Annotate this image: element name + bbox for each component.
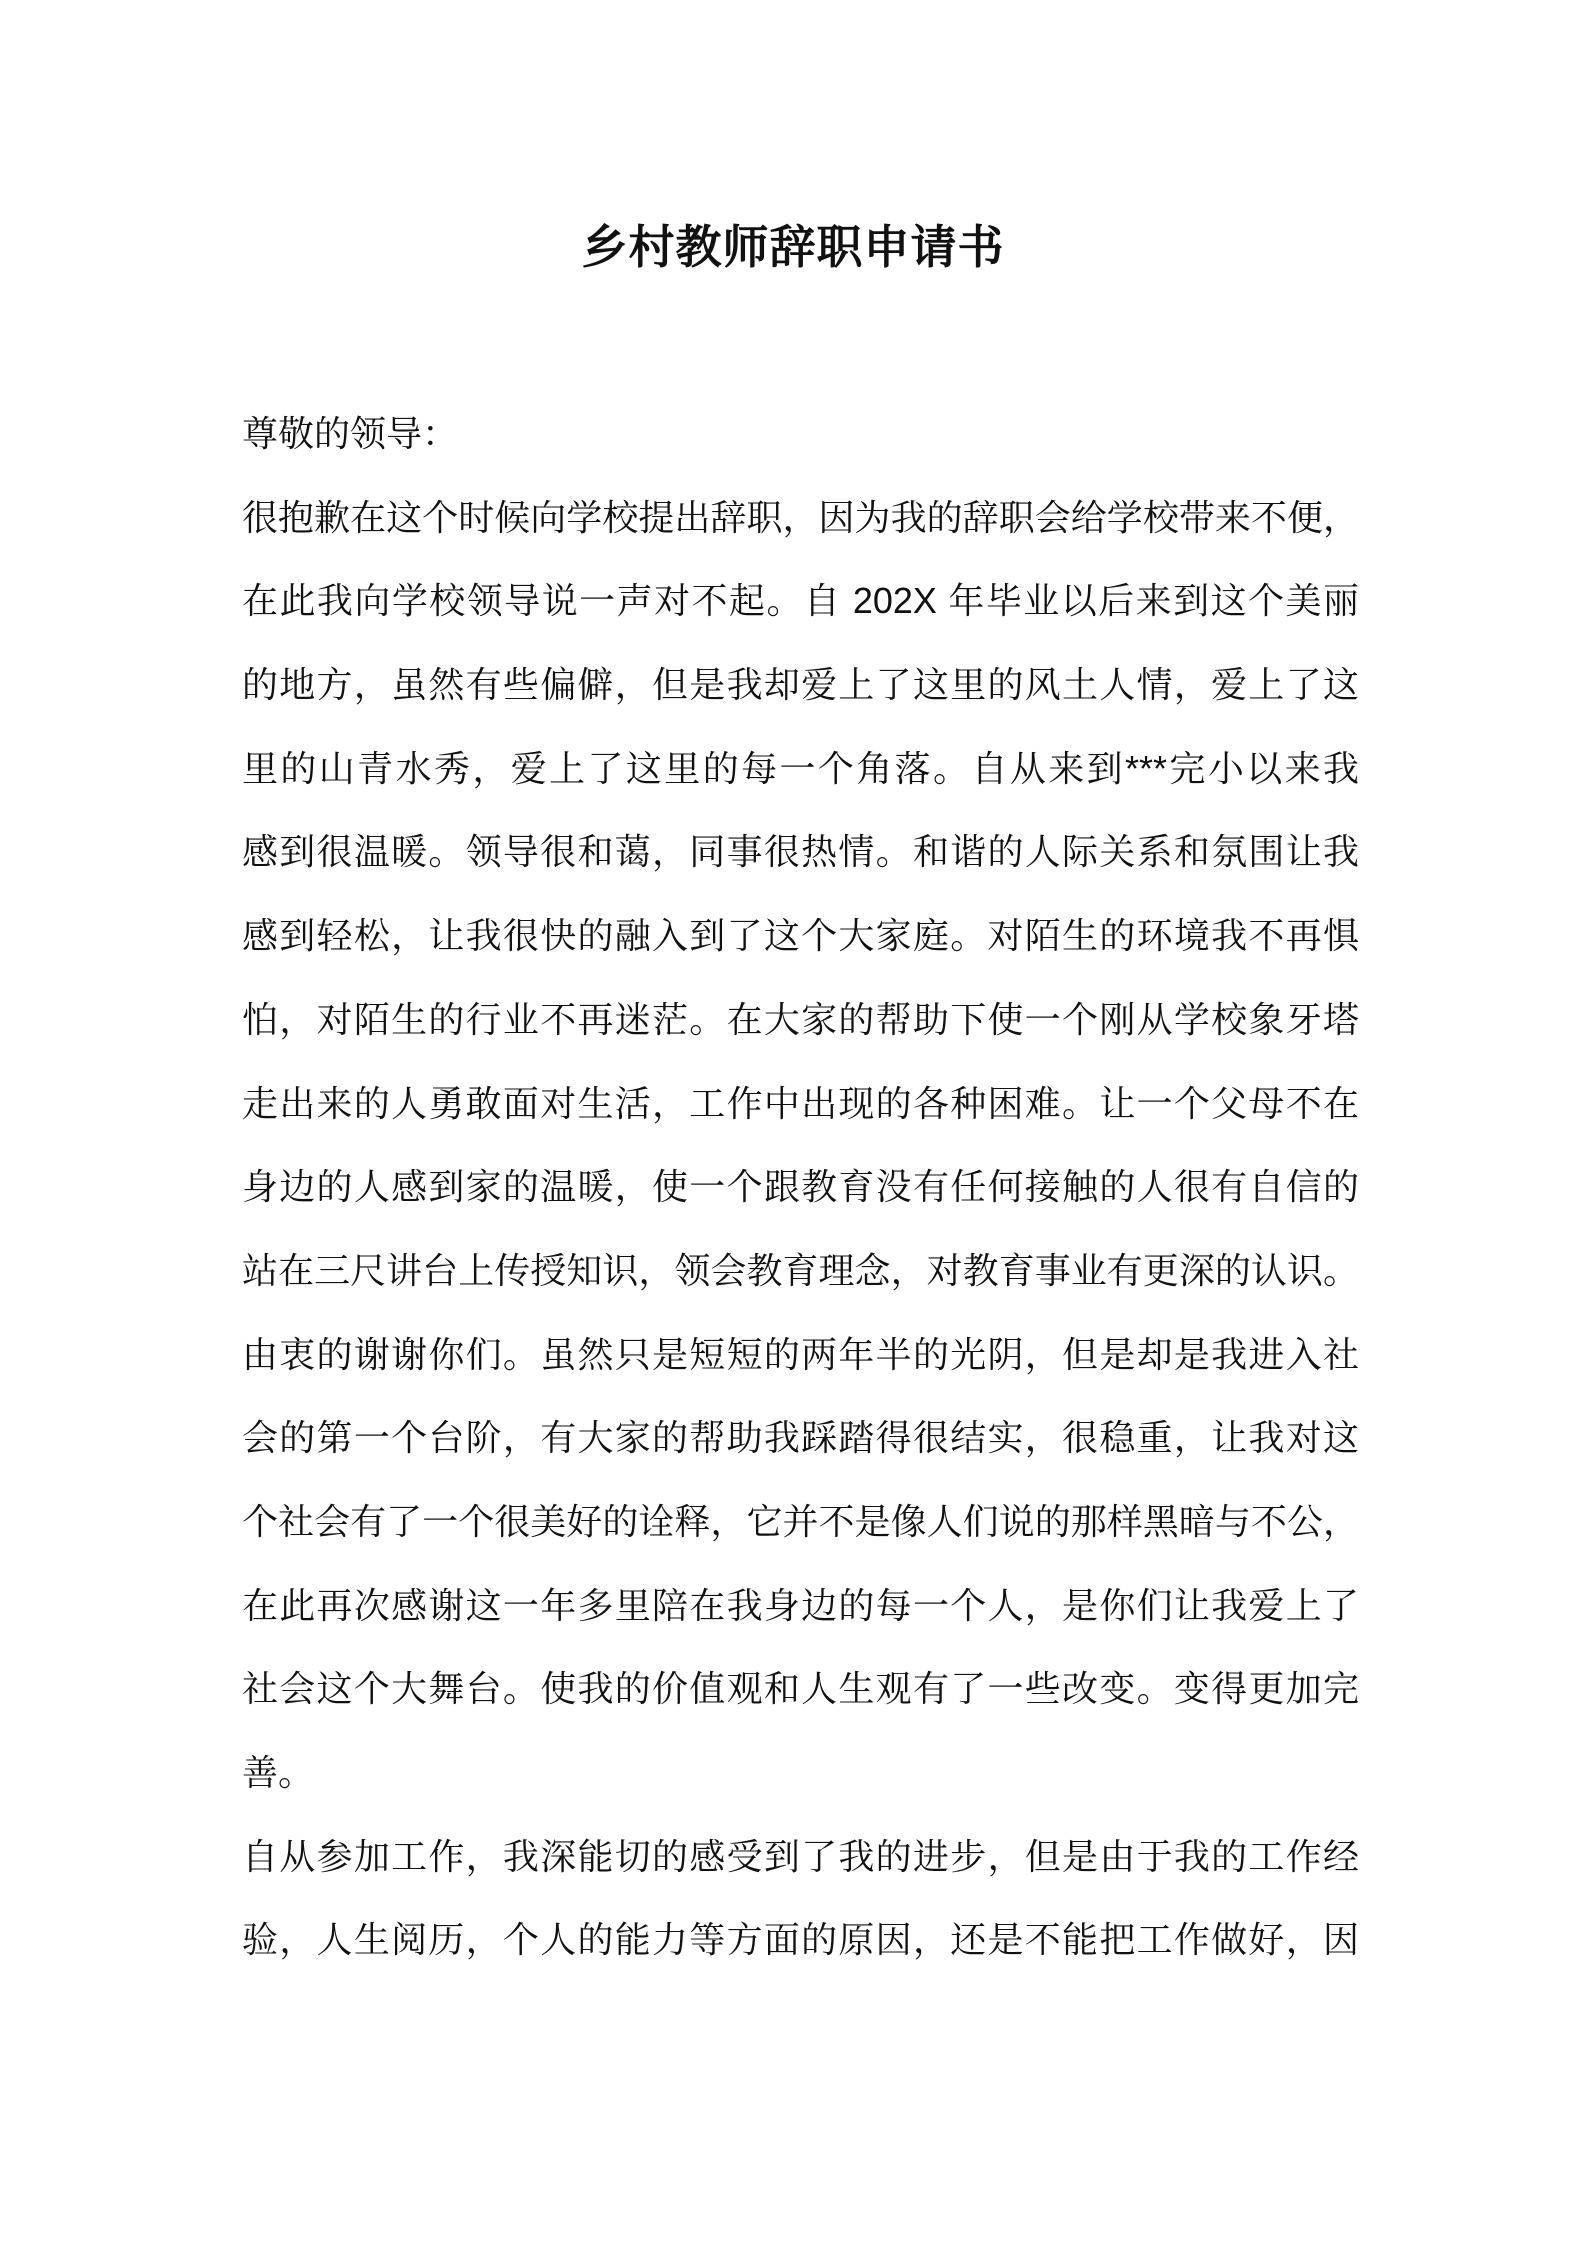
paragraph-line: 会的第一个台阶，有大家的帮助我踩踏得很结实，很稳重，让我对这 bbox=[242, 1417, 1359, 1459]
paragraph-line: 感到轻松，让我很快的融入到了这个大家庭。对陌生的环境我不再惧 bbox=[242, 915, 1359, 957]
paragraph-1 bbox=[242, 476, 1359, 1815]
paragraph-line: 站在三尺讲台上传授知识，领会教育理念，对教育事业有更深的认识。 bbox=[242, 1249, 1359, 1291]
document-title: 乡村教师辞职申请书 bbox=[581, 221, 1005, 273]
paragraph-line: 验，人生阅历，个人的能力等方面的原因，还是不能把工作做好，因 bbox=[242, 1919, 1359, 1961]
document-body bbox=[242, 392, 1359, 1982]
paragraph-line: 很抱歉在这个时候向学校提出辞职，因为我的辞职会给学校带来不便， bbox=[242, 496, 1359, 538]
paragraph-line: 由衷的谢谢你们。虽然只是短短的两年半的光阴，但是却是我进入社 bbox=[242, 1333, 1359, 1375]
paragraph-line: 自从参加工作，我深能切的感受到了我的进步，但是由于我的工作经 bbox=[242, 1835, 1359, 1877]
paragraph-line: 社会这个大舞台。使我的价值观和人生观有了一些改变。变得更加完 bbox=[242, 1668, 1359, 1710]
paragraph-2 bbox=[242, 1815, 1359, 1982]
paragraph-line: 身边的人感到家的温暖，使一个跟教育没有任何接触的人很有自信的 bbox=[242, 1166, 1359, 1208]
paragraph-line: 在此我向学校领导说一声对不起。自 202X 年毕业以后来到这个美丽 bbox=[242, 580, 1359, 622]
paragraph-line: 善。 bbox=[242, 1752, 315, 1793]
paragraph-line: 个社会有了一个很美好的诠释，它并不是像人们说的那样黑暗与不公， bbox=[242, 1500, 1359, 1542]
paragraph-line: 感到很温暖。领导很和蔼，同事很热情。和谐的人际关系和氛围让我 bbox=[242, 831, 1359, 873]
paragraph-line: 的地方，虽然有些偏僻，但是我却爱上了这里的风土人情，爱上了这 bbox=[242, 664, 1359, 706]
paragraph-line: 怕，对陌生的行业不再迷茫。在大家的帮助下使一个刚从学校象牙塔 bbox=[242, 998, 1359, 1040]
paragraph-line: 在此再次感谢这一年多里陪在我身边的每一个人，是你们让我爱上了 bbox=[242, 1584, 1359, 1626]
paragraph-line: 里的山青水秀，爱上了这里的每一个角落。自从来到***完小以来我 bbox=[242, 747, 1359, 789]
salutation: 尊敬的领导： bbox=[242, 413, 459, 454]
paragraph-line: 走出来的人勇敢面对生活，工作中出现的各种困难。让一个父母不在 bbox=[242, 1082, 1359, 1124]
